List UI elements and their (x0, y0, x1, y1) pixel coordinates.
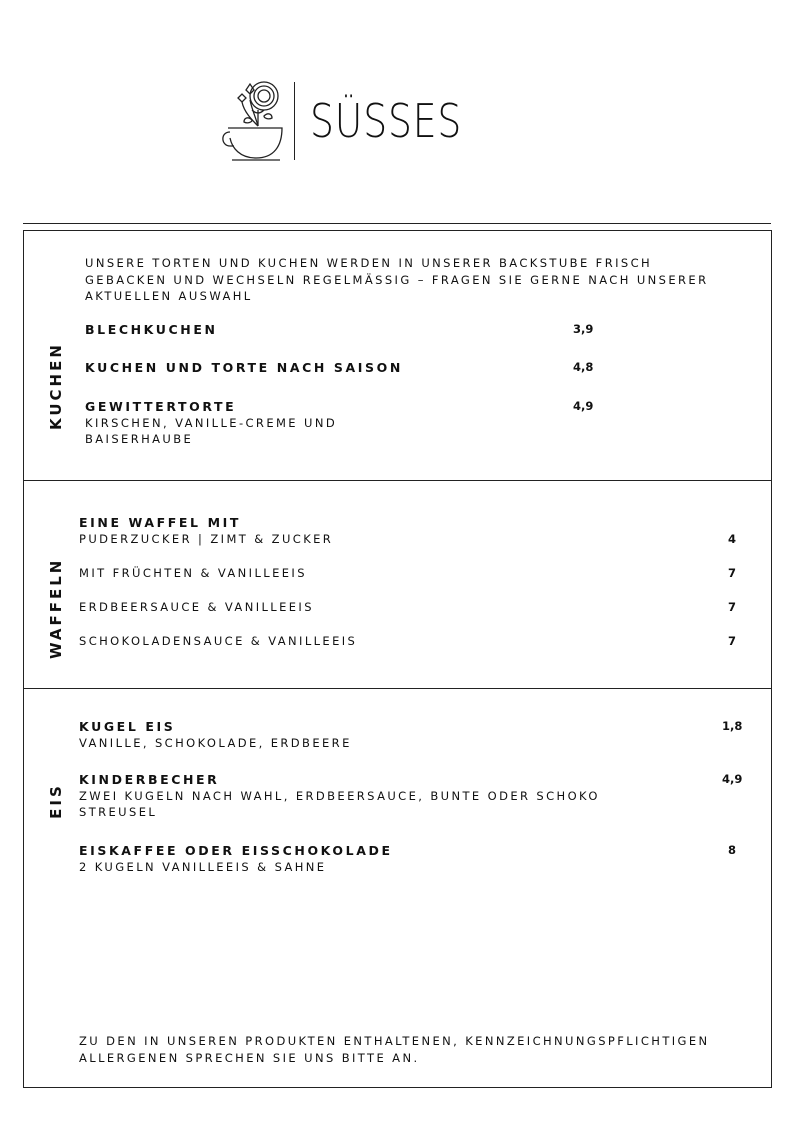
top-rule (23, 223, 771, 224)
menu-item-desc: ZWEI KUGELN NACH WAHL, ERDBEERSAUCE, BUNTE ODER SCHOKO (79, 789, 600, 803)
menu-item-name: KUCHEN UND TORTE NACH SAISON (85, 360, 403, 375)
menu-item-name: ERDBEERSAUCE & VANILLEEIS (79, 600, 314, 614)
menu-item-price: 4 (728, 532, 737, 546)
section-heading-waffeln: WAFFELN (47, 557, 65, 659)
logo-divider (294, 82, 295, 160)
menu-item-name: GEWITTERTORTE (85, 399, 237, 414)
menu-item-price: 4,8 (573, 360, 594, 374)
flower-cup-icon (222, 80, 286, 162)
menu-item-desc: STREUSEL (79, 805, 158, 819)
page-title: SÜSSES (310, 94, 463, 148)
menu-item-price: 3,9 (573, 322, 594, 336)
menu-item-desc: 2 KUGELN VANILLEEIS & SAHNE (79, 860, 327, 874)
section-divider (24, 480, 771, 481)
menu-item-price: 4,9 (722, 772, 743, 786)
menu-item-name: KUGEL EIS (79, 719, 176, 734)
waffeln-title: EINE WAFFEL MIT (79, 515, 241, 530)
section-heading-kuchen: KUCHEN (47, 342, 65, 430)
menu-item-desc: KIRSCHEN, VANILLE-CREME UND (85, 416, 338, 430)
menu-item-price: 1,8 (722, 719, 743, 733)
menu-item-price: 8 (728, 843, 737, 857)
menu-item-price: 7 (728, 566, 737, 580)
menu-item-name: MIT FRÜCHTEN & VANILLEEIS (79, 566, 307, 580)
menu-item-desc: VANILLE, SCHOKOLADE, ERDBEERE (79, 736, 352, 750)
menu-item-name: KINDERBECHER (79, 772, 220, 787)
section-divider (24, 688, 771, 689)
menu-item-name: BLECHKUCHEN (85, 322, 218, 337)
menu-item-name: EISKAFFEE ODER EISSCHOKOLADE (79, 843, 393, 858)
menu-item-price: 4,9 (573, 399, 594, 413)
menu-item-price: 7 (728, 634, 737, 648)
kuchen-intro: UNSERE TORTEN UND KUCHEN WERDEN IN UNSERER BACKSTUBE FRISCH GEBACKEN UND WECHSELN REGELMÄSSIG – FRAGEN SIE GERNE NACH UNSERER AKTUELLEN AUSWAHL (85, 256, 709, 303)
menu-item-name: SCHOKOLADENSAUCE & VANILLEEIS (79, 634, 358, 648)
menu-item-desc: BAISERHAUBE (85, 432, 194, 446)
menu-box (23, 230, 772, 1088)
section-heading-eis: EIS (47, 783, 65, 819)
menu-item-price: 7 (728, 600, 737, 614)
allergen-note: ZU DEN IN UNSEREN PRODUKTEN ENTHALTENEN, KENNZEICHNUNGSPFLICHTIGEN ALLERGENEN SPRECHEN SIE UNS BITTE AN. (79, 1034, 710, 1065)
menu-item-name: PUDERZUCKER | ZIMT & ZUCKER (79, 532, 334, 546)
